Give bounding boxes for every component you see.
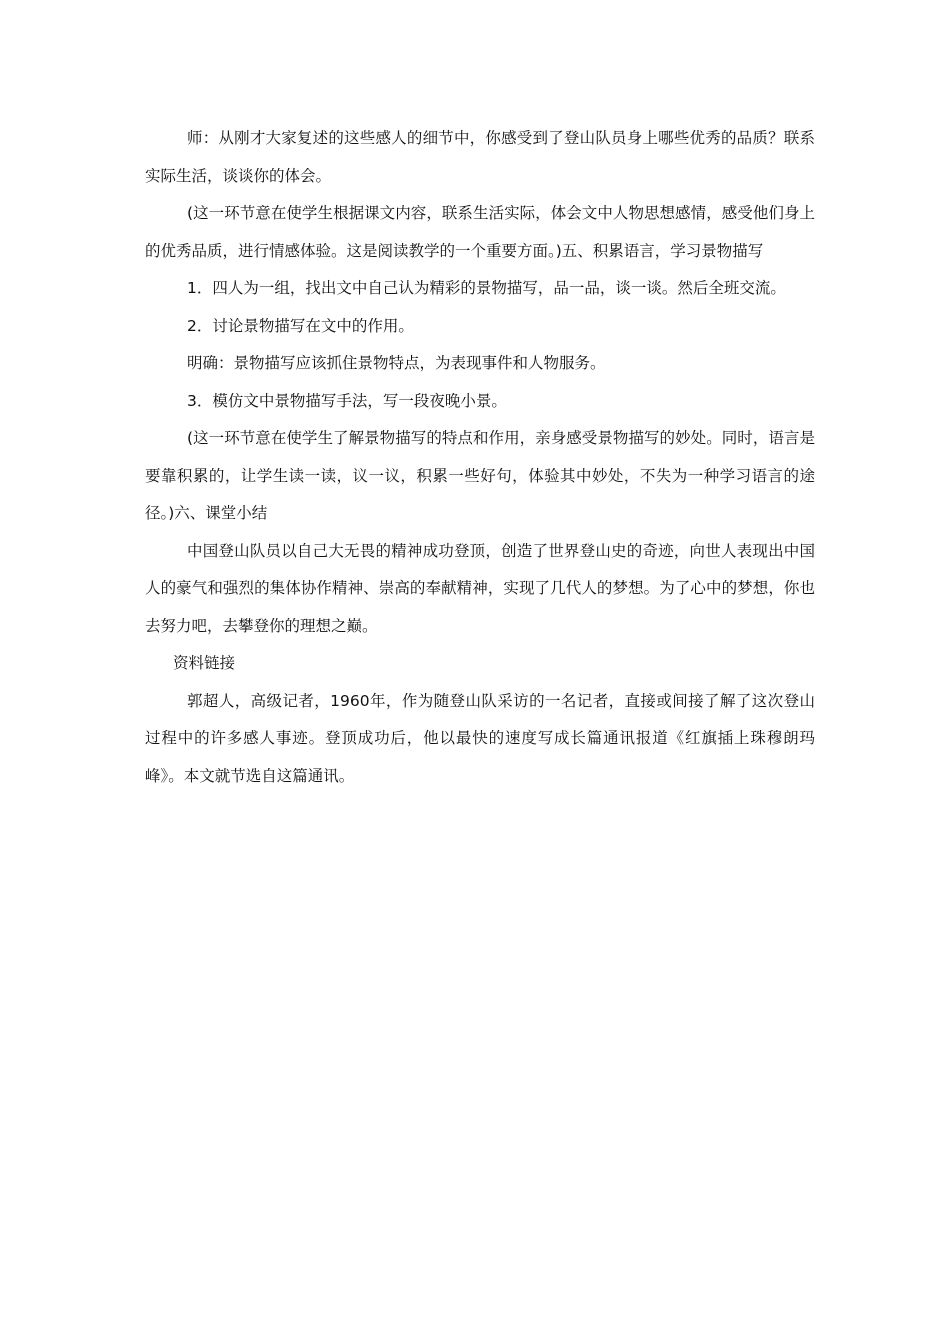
- document-body: [145, 120, 815, 795]
- paragraph-teacher-question: 师：从刚才大家复述的这些感人的细节中，你感受到了登山队员身上哪些优秀的品质？联系实际生活，谈谈你的体会。: [145, 129, 815, 185]
- paragraph-clarify: 明确：景物描写应该抓住景物特点，为表现事件和人物服务。: [187, 354, 606, 372]
- paragraph-summary: 中国登山队员以自己大无畏的精神成功登顶，创造了世界登山史的奇迹，向世人表现出中国人的豪气和强烈的集体协作精神、崇高的奉献精神，实现了几代人的梦想。为了心中的梦想，你也去努力吧，去攀登你的理想之巅。: [145, 541, 815, 635]
- paragraph-note-1: (这一环节意在使学生根据课文内容，联系生活实际，体会文中人物思想感情，感受他们身上的优秀品质，进行情感体验。这是阅读教学的一个重要方面。)五、积累语言，学习景物描写: [145, 204, 815, 260]
- paragraph-note-2: (这一环节意在使学生了解景物描写的特点和作用，亲身感受景物描写的妙处。同时，语言是要靠积累的，让学生读一读，议一议，积累一些好句，体验其中妙处，不失为一种学习语言的途径。)六、课堂小结: [145, 429, 815, 522]
- paragraph-resource-body: 郭超人，高级记者，1960年，作为随登山队采访的一名记者，直接或间接了解了这次登山过程中的许多感人事迹。登顶成功后，他以最快的速度写成长篇通讯报道《红旗插上珠穆朗玛峰》。本文就节选自这篇通讯。: [145, 691, 815, 785]
- paragraph-step-1: 1．四人为一组，找出文中自己认为精彩的景物描写，品一品，谈一谈。然后全班交流。: [187, 279, 786, 297]
- paragraph-step-2: 2．讨论景物描写在文中的作用。: [187, 316, 414, 335]
- section-heading-resources: 资料链接: [173, 654, 236, 672]
- paragraph-step-3: 3．模仿文中景物描写手法，写一段夜晚小景。: [187, 391, 507, 410]
